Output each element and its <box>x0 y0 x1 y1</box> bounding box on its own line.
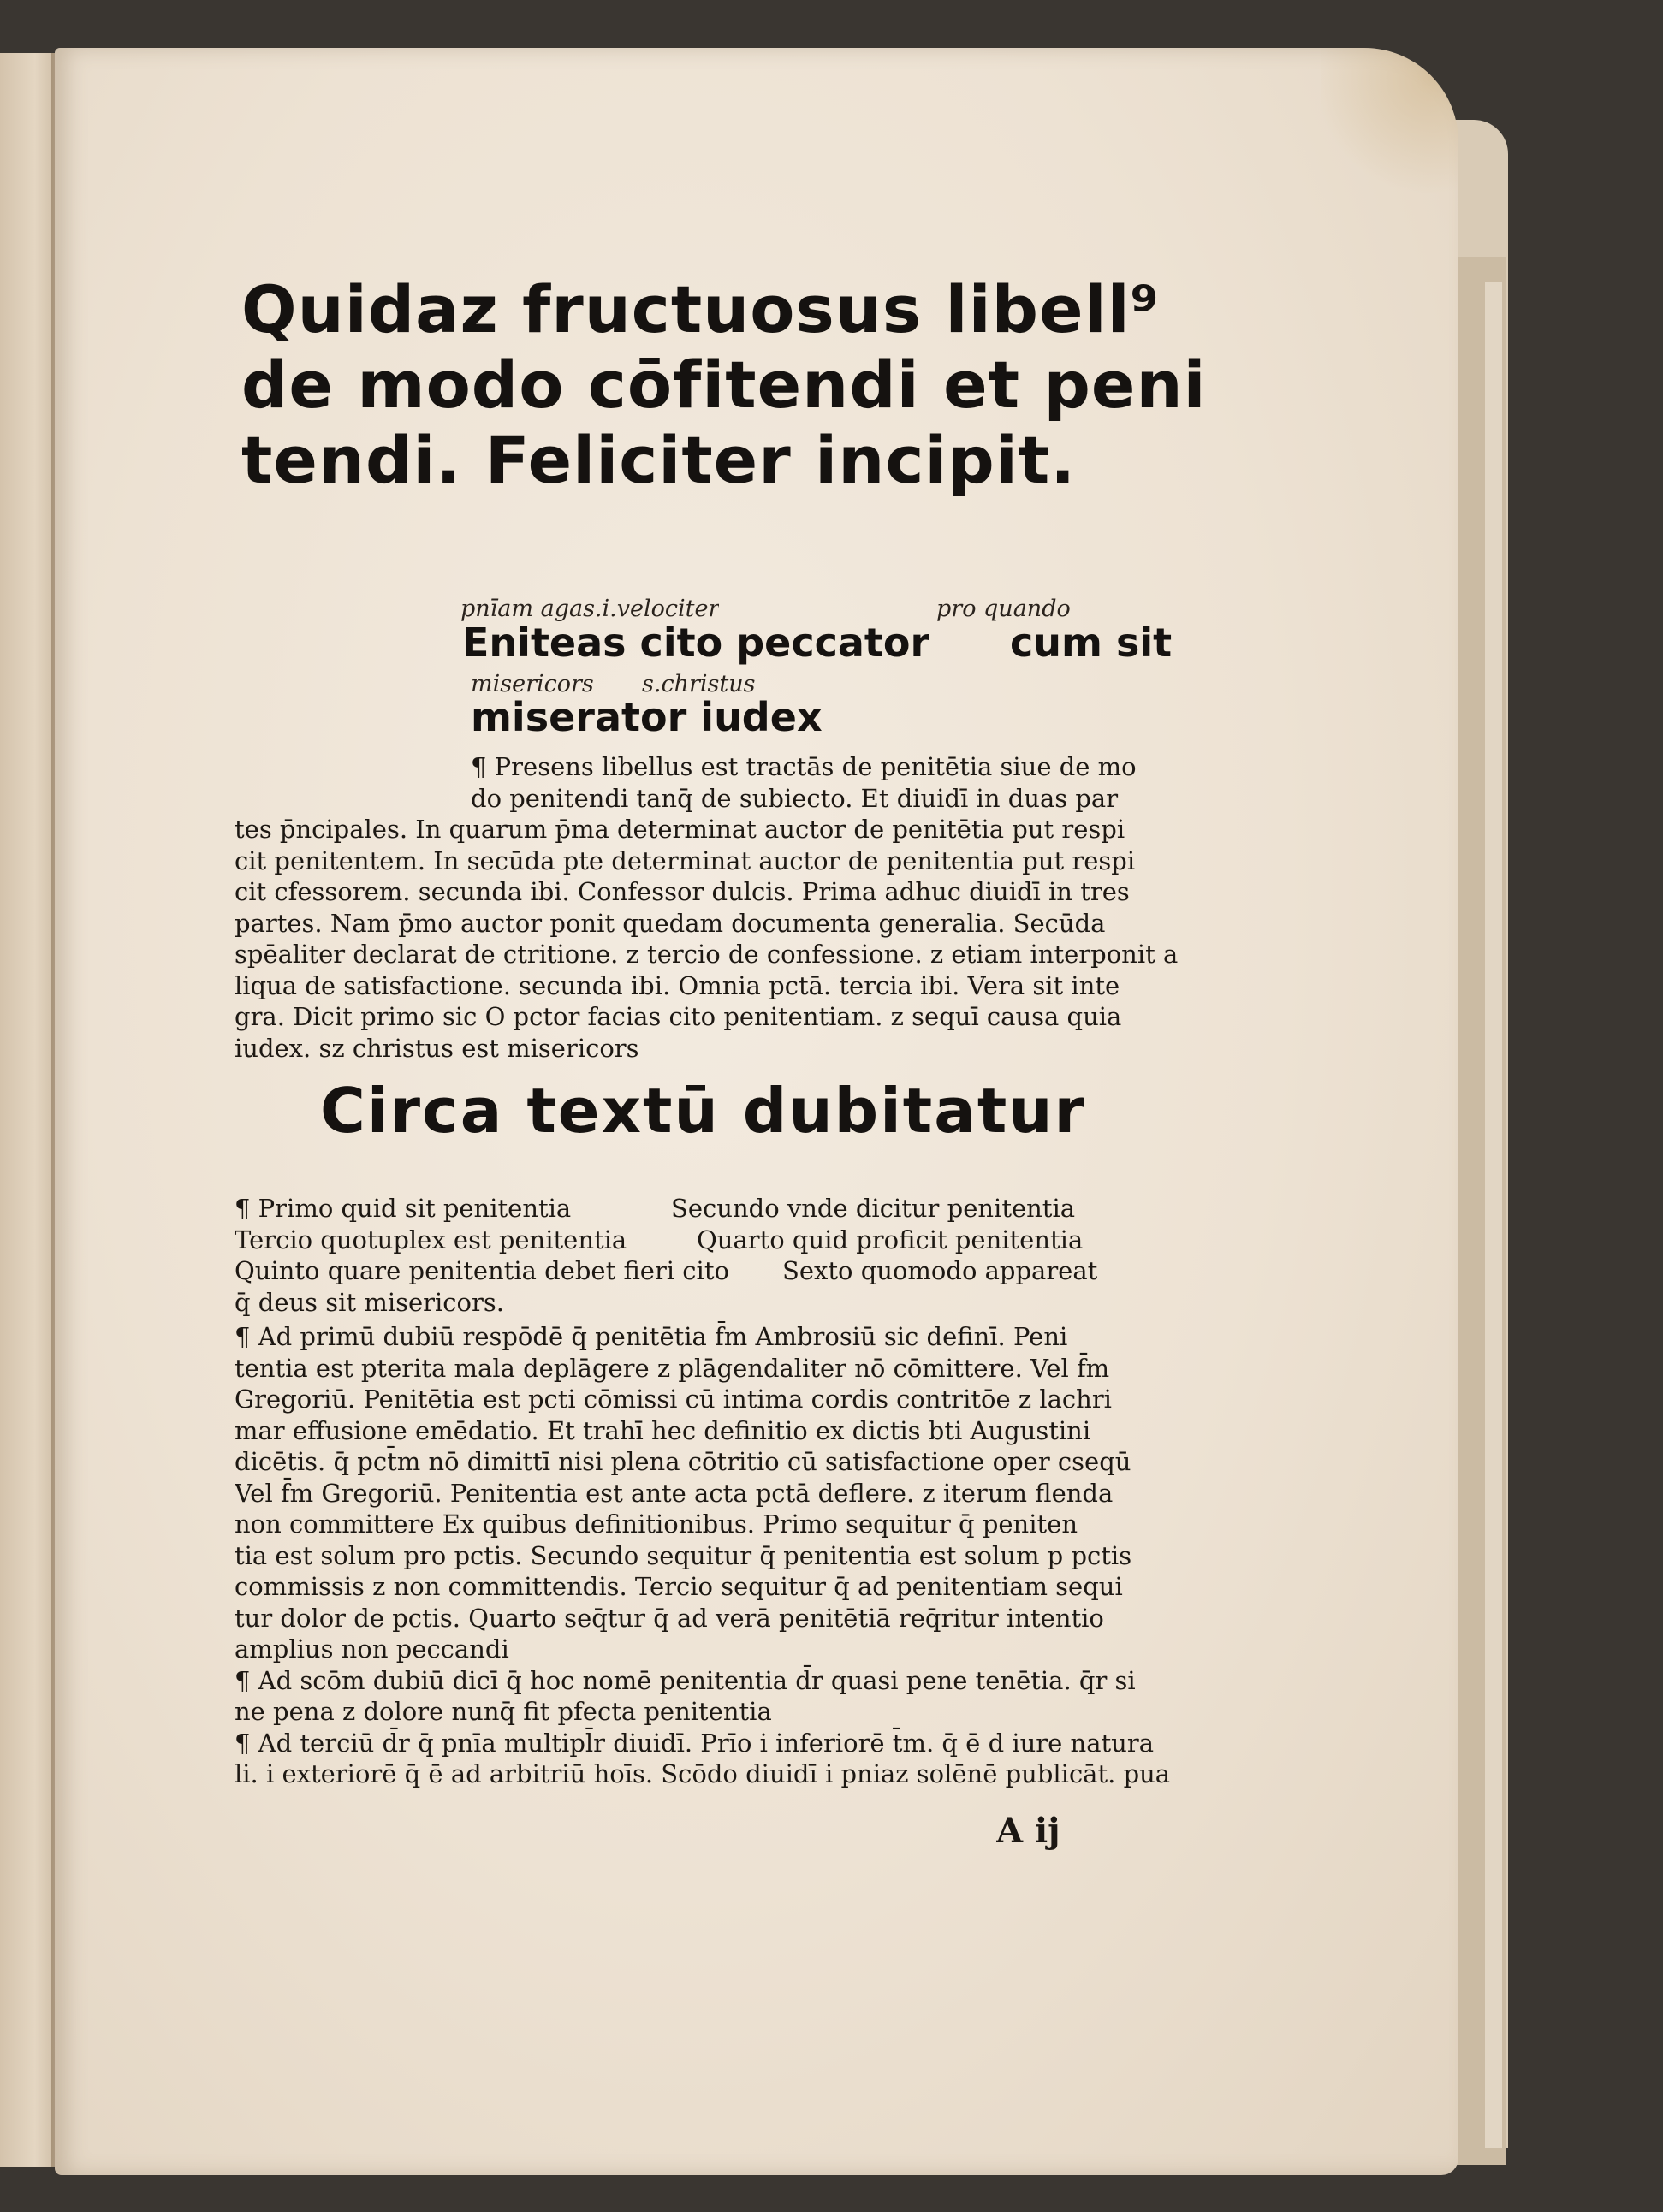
section-heading: Circa textū dubitatur <box>320 1075 1086 1147</box>
question-left: Tercio quotuplex est penitentia <box>235 1225 627 1254</box>
commentary-line: gra. Dicit primo sic O pctor facias cito penitentiam. z sequī causa quia <box>235 1002 1122 1031</box>
lemma-line-1: Eniteas cito peccator <box>462 620 930 666</box>
answer-line: ne pena z dolore nunq̄ fit pfecta penitentia <box>235 1697 772 1726</box>
question-right: Secundo vnde dicitur penitentia <box>671 1194 1076 1223</box>
question-row <box>235 1225 1185 1256</box>
commentary-line: liqua de satisfactione. secunda ibi. Omnia pctā. tercia ibi. Vera sit inte <box>235 970 1120 1000</box>
question-row <box>235 1193 1185 1225</box>
answer-line: tentia est pterita mala deplāgere z plāgendaliter nō cōmittere. Vel f̄m <box>235 1353 1110 1383</box>
title-line-2: de modo cōfitendi et peni <box>241 347 1207 423</box>
commentary-line: partes. Nam p̄mo auctor ponit quedam documenta generalia. Secūda <box>235 908 1106 938</box>
answer-line: dicētis. q̄ pct̄m nō dimittī nisi plena cōtritio cū satisfactione oper cseqū <box>235 1447 1131 1476</box>
signature-mark: A ij <box>996 1811 1060 1851</box>
commentary-line: spēaliter declarat de ctritione. z tercio de confessione. z etiam interponit a <box>235 940 1179 969</box>
question-left: Quinto quare penitentia debet fieri cito <box>235 1256 729 1285</box>
gloss-right: pro quando <box>936 596 1071 622</box>
answer-line: Vel f̄m Gregoriū. Penitentia est ante acta pctā deflere. z iterum flenda <box>235 1478 1114 1508</box>
commentary-line: cit penitentem. In secūda pte determinat auctor de penitentia put respi <box>235 845 1136 875</box>
answer-line: Gregoriū. Penitētia est pcti cōmissi cū intima cordis contritōe z lachri <box>235 1385 1112 1414</box>
commentary-line: iudex. sz christus est misericors <box>235 1033 639 1063</box>
book-title <box>241 272 1251 498</box>
answer-line: non committere Ex quibus definitionibus. Primo sequitur q̄ peniten <box>235 1509 1078 1539</box>
question-right: Quarto quid proficit penitentia <box>697 1225 1084 1254</box>
gloss-left: pnīam agas.i.velociter <box>460 596 720 622</box>
title-line-1: Quidaz fructuosus libell⁹ <box>241 272 1160 347</box>
commentary-paragraph <box>235 751 1185 1064</box>
answer-line: commissis z non committendis. Tercio sequitur q̄ ad penitentiam sequi <box>235 1572 1123 1601</box>
page-stain <box>1321 48 1458 202</box>
answer-line: ¶ Ad scōm dubiū dicī q̄ hoc nomē penitentia d̄r quasi pene tenētia. q̄r si <box>235 1665 1136 1695</box>
page-stack-highlight <box>1485 282 1502 2148</box>
answer-line: mar effusione emēdatio. Et trahī hec definitio ex dictis bti Augustini <box>235 1415 1091 1445</box>
gloss-under-1: misericors <box>471 671 594 697</box>
answer-line: tur dolor de pctis. Quarto seq̄tur q̄ ad verā penitētiā req̄ritur intentio <box>235 1603 1104 1633</box>
answer-line: li. i exteriorē q̄ ē ad arbitriū hoīs. Scōdo diuidī i pniaz solēnē publicāt. pua <box>235 1759 1171 1788</box>
title-line-3: tendi. Feliciter incipit. <box>241 422 1077 498</box>
question-row <box>235 1255 1185 1287</box>
commentary-line: do penitendi tanq̄ de subiecto. Et diuidī in duas par <box>471 783 1119 813</box>
answer-line: ¶ Ad terciū d̄r q̄ pnīa multipl̄r diuidī. Prīo i inferiorē t̄m. q̄ ē d iure natura <box>235 1728 1154 1758</box>
gloss-under-2: s.christus <box>642 671 756 697</box>
question-left: ¶ Primo quid sit penitentia <box>235 1194 572 1223</box>
answer-line: amplius non peccandi <box>235 1634 509 1663</box>
lemma-line-2: miserator iudex <box>471 694 823 740</box>
questions-list <box>235 1193 1185 1318</box>
answer-line: ¶ Ad primū dubiū respōdē q̄ penitētia f̄m Ambrosiū sic definī. Peni <box>235 1322 1068 1351</box>
commentary-line: ¶ Presens libellus est tractās de penitētia siue de mo <box>471 752 1137 781</box>
question-right: Sexto quomodo appareat <box>782 1256 1098 1285</box>
answer-line: tia est solum pro pctis. Secundo sequitur q̄ penitentia est solum p pctis <box>235 1540 1132 1570</box>
book-page <box>55 48 1458 2175</box>
answers-paragraph <box>235 1321 1185 1790</box>
question-tail: q̄ deus sit misericors. <box>235 1287 504 1317</box>
lemma-line-1-right: cum sit <box>1010 620 1173 666</box>
commentary-line: cit cfessorem. secunda ibi. Confessor dulcis. Prima adhuc diuidī in tres <box>235 877 1130 906</box>
commentary-line: tes p̄ncipales. In quarum p̄ma determinat auctor de penitētia put respi <box>235 815 1125 844</box>
